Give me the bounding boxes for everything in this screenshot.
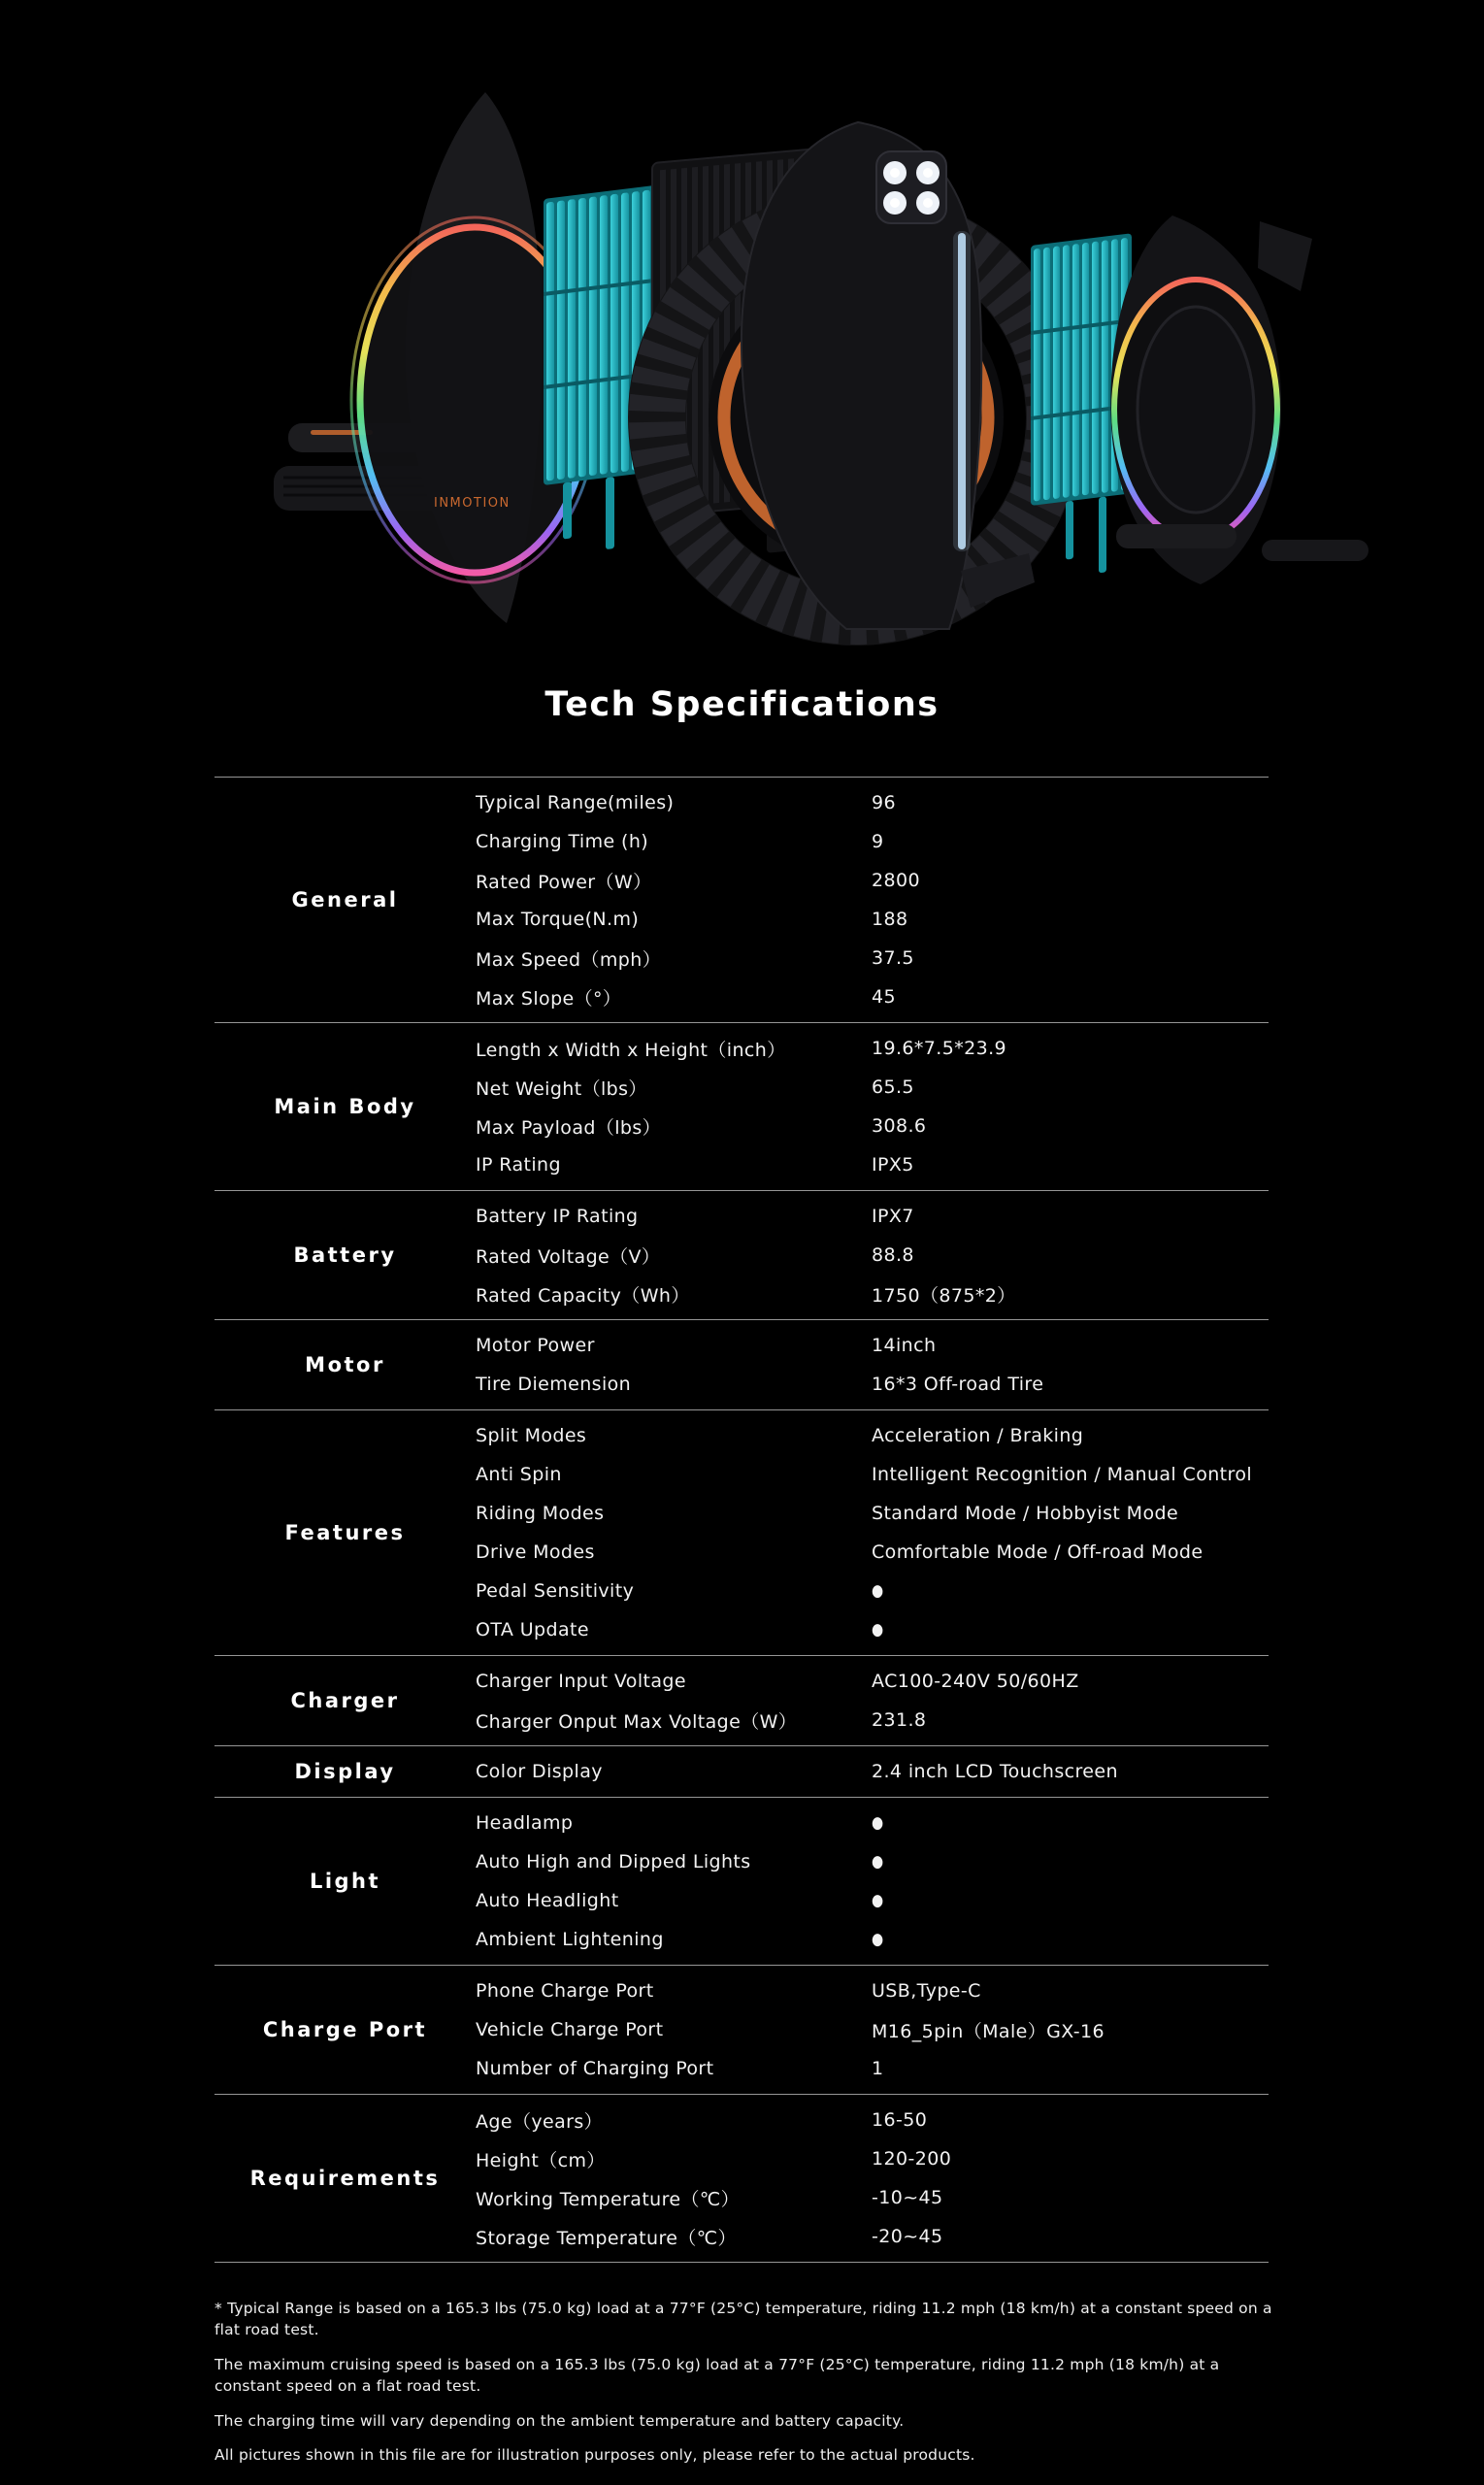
- spec-value: 45: [872, 986, 896, 1008]
- spec-value: 2.4 inch LCD Touchscreen: [872, 1761, 1118, 1782]
- spec-category-label: Battery: [293, 1243, 397, 1267]
- spec-row: [476, 2139, 1269, 2178]
- spec-section-charger: [214, 1655, 1269, 1745]
- spec-value-dot-icon: ●: [872, 1581, 884, 1601]
- footnotes: [214, 2298, 1287, 2467]
- spec-property: Typical Range(miles): [476, 792, 675, 813]
- spec-value: Intelligent Recognition / Manual Control: [872, 1464, 1253, 1485]
- spec-value: 9: [872, 831, 884, 852]
- spec-value: AC100-240V 50/60HZ: [872, 1671, 1079, 1692]
- spec-property: Split Modes: [476, 1425, 587, 1446]
- spec-section-main-body: [214, 1022, 1269, 1190]
- spec-property: Motor Power: [476, 1335, 595, 1356]
- spec-property: Charger Input Voltage: [476, 1671, 686, 1692]
- spec-section-display: [214, 1745, 1269, 1797]
- shell-tab-icon: [1258, 221, 1312, 291]
- spec-value-dot-icon: ●: [872, 1891, 884, 1910]
- spec-category-label: Requirements: [249, 2167, 441, 2190]
- spec-value: USB,Type-C: [872, 1980, 981, 2002]
- spec-value: 120-200: [872, 2148, 952, 2170]
- spec-rows: [476, 1416, 1269, 1649]
- spec-value: 37.5: [872, 947, 914, 969]
- spec-value: 96: [872, 792, 896, 813]
- spec-row: [476, 939, 1269, 977]
- footnote: * Typical Range is based on a 165.3 lbs (75.0 kg) load at a 77°F (25°C) temperature, riding 11.2 mph (18 km/h) at a constant speed on a flat road test.: [214, 2300, 1272, 2339]
- spec-row: [476, 1494, 1269, 1533]
- spec-category-label: Charge Port: [262, 2018, 428, 2041]
- product-exploded-image: [0, 0, 1484, 660]
- page-title: Tech Specifications: [544, 685, 940, 724]
- spec-property: Charging Time (h): [476, 831, 649, 852]
- spec-value: 16*3 Off-road Tire: [872, 1374, 1044, 1395]
- spec-row: [476, 1752, 1269, 1791]
- spec-row: [476, 2178, 1269, 2217]
- spec-row: [476, 1701, 1269, 1740]
- spec-category-label: General: [291, 888, 399, 911]
- footnote: The maximum cruising speed is based on a 165.3 lbs (75.0 kg) load at a 77°F (25°C) temperature, riding 11.2 mph (18 km/h) at a constant speed on a flat road test.: [214, 2355, 1220, 2396]
- spec-row: [476, 1326, 1269, 1365]
- spec-row: [476, 1029, 1269, 1068]
- spec-category-label: Display: [294, 1760, 396, 1783]
- spec-row: [476, 1145, 1269, 1184]
- spec-rows: [476, 1971, 1269, 2088]
- spec-row: [476, 2217, 1269, 2256]
- spec-property: Vehicle Charge Port: [476, 2019, 664, 2040]
- spec-property: Phone Charge Port: [476, 1980, 654, 2002]
- spec-property: Rated Power（W）: [476, 871, 652, 893]
- spec-property: Battery IP Rating: [476, 1206, 639, 1227]
- spec-value: 188: [872, 909, 908, 930]
- spec-row: [476, 1971, 1269, 2010]
- spec-category-label: Main Body: [274, 1095, 416, 1118]
- spec-row: [476, 2101, 1269, 2139]
- spec-value-dot-icon: ●: [872, 1852, 884, 1872]
- spec-value: 1: [872, 2058, 884, 2079]
- spec-property: Max Payload（lbs）: [476, 1116, 662, 1139]
- spec-row: [476, 1842, 1269, 1881]
- spec-section-requirements: [214, 2094, 1269, 2262]
- spec-row: [476, 2010, 1269, 2049]
- spec-row: [476, 1662, 1269, 1701]
- spec-category-label: Features: [284, 1521, 406, 1544]
- spec-value: 231.8: [872, 1709, 927, 1731]
- spec-row: [476, 1068, 1269, 1107]
- spec-category-label: Light: [309, 1870, 381, 1893]
- spec-property: Max Torque(N.m): [476, 909, 640, 930]
- spec-property: Ambient Lightening: [476, 1929, 664, 1950]
- spec-property: Working Temperature（℃）: [476, 2188, 741, 2210]
- spec-property: Charger Onput Max Voltage（W）: [476, 1710, 798, 1733]
- footnote: All pictures shown in this file are for illustration purposes only, please refer to the actual products.: [214, 2446, 975, 2465]
- spec-value: 308.6: [872, 1115, 927, 1137]
- spec-row: [476, 783, 1269, 822]
- spec-rows: [476, 2101, 1269, 2256]
- spec-property: IP Rating: [476, 1154, 561, 1176]
- spec-row: [476, 1416, 1269, 1455]
- spec-section-battery: [214, 1190, 1269, 1319]
- spec-value: 1750（875*2）: [872, 1284, 1016, 1307]
- spec-section-charge-port: [214, 1965, 1269, 2094]
- spec-row: [476, 1365, 1269, 1404]
- spec-rows: [476, 1662, 1269, 1740]
- spec-row: [476, 1572, 1269, 1610]
- brand-logo-text: INMOTION: [434, 496, 511, 511]
- spec-property: Auto High and Dipped Lights: [476, 1851, 751, 1872]
- spec-row: [476, 1455, 1269, 1494]
- spec-value: IPX7: [872, 1206, 914, 1227]
- spec-rows: [476, 1752, 1269, 1791]
- spec-property: Age（years）: [476, 2110, 604, 2133]
- spec-row: [476, 1107, 1269, 1145]
- spec-value: -20~45: [872, 2226, 943, 2247]
- headlight-icon: [876, 151, 946, 223]
- spec-value: 88.8: [872, 1244, 914, 1266]
- spec-property: Drive Modes: [476, 1541, 595, 1563]
- spec-value-dot-icon: ●: [872, 1930, 884, 1949]
- spec-category-label: Motor: [305, 1353, 385, 1376]
- spec-value: -10~45: [872, 2187, 943, 2208]
- spec-value: Standard Mode / Hobbyist Mode: [872, 1503, 1179, 1524]
- spec-property: Color Display: [476, 1761, 603, 1782]
- spec-row: [476, 1197, 1269, 1236]
- spec-property: Max Speed（mph）: [476, 948, 662, 971]
- spec-row: [476, 900, 1269, 939]
- spec-category-label: Charger: [290, 1689, 400, 1712]
- spec-value: M16_5pin（Male）GX-16: [872, 2020, 1105, 2042]
- spec-property: OTA Update: [476, 1619, 589, 1640]
- spec-property: Anti Spin: [476, 1464, 562, 1485]
- spec-property: Tire Diemension: [476, 1374, 632, 1395]
- spec-section-features: [214, 1409, 1269, 1655]
- spec-value: 19.6*7.5*23.9: [872, 1038, 1007, 1059]
- spec-row: [476, 2049, 1269, 2088]
- spec-property: Rated Capacity（Wh）: [476, 1284, 690, 1307]
- spec-property: Riding Modes: [476, 1503, 605, 1524]
- spec-row: [476, 1610, 1269, 1649]
- spec-property: Net Weight（lbs）: [476, 1077, 647, 1100]
- spec-value: 14inch: [872, 1335, 937, 1356]
- spec-value: Comfortable Mode / Off-road Mode: [872, 1541, 1204, 1563]
- footnote: The charging time will vary depending on the ambient temperature and battery capacity.: [214, 2411, 905, 2430]
- spec-row: [476, 822, 1269, 861]
- spec-property: Headlamp: [476, 1812, 574, 1834]
- spec-row: [476, 1881, 1269, 1920]
- spec-row: [476, 1275, 1269, 1313]
- spec-row: [476, 1236, 1269, 1275]
- spec-value: 65.5: [872, 1077, 914, 1098]
- spec-section-light: [214, 1797, 1269, 1965]
- spec-property: Rated Voltage（V）: [476, 1245, 661, 1268]
- product-exploded-svg: [0, 0, 1484, 660]
- spec-rows: [476, 1804, 1269, 1959]
- spec-row: [476, 977, 1269, 1016]
- spec-section-general: [214, 777, 1269, 1022]
- spec-property: Length x Width x Height（inch）: [476, 1039, 786, 1061]
- spec-row: [476, 1920, 1269, 1959]
- spec-section-motor: [214, 1319, 1269, 1409]
- spec-rows: [476, 1197, 1269, 1313]
- spec-property: Number of Charging Port: [476, 2058, 714, 2079]
- spec-property: Auto Headlight: [476, 1890, 619, 1911]
- spec-value-dot-icon: ●: [872, 1813, 884, 1833]
- spec-rows: [476, 783, 1269, 1016]
- spec-row: [476, 1804, 1269, 1842]
- spec-value: Acceleration / Braking: [872, 1425, 1084, 1446]
- spec-property: Height（cm）: [476, 2149, 606, 2171]
- spec-table: [214, 777, 1269, 2263]
- spec-value: 2800: [872, 870, 920, 891]
- spec-property: Storage Temperature（℃）: [476, 2227, 737, 2249]
- spec-property: Max Slope（°）: [476, 987, 622, 1010]
- spec-value: IPX5: [872, 1154, 914, 1176]
- spec-row: [476, 1533, 1269, 1572]
- spec-value-dot-icon: ●: [872, 1620, 884, 1640]
- spec-value: 16-50: [872, 2109, 928, 2131]
- spec-rows: [476, 1326, 1269, 1404]
- spec-row: [476, 861, 1269, 900]
- led-strip-icon: [958, 233, 966, 549]
- spec-property: Pedal Sensitivity: [476, 1580, 635, 1602]
- spec-rows: [476, 1029, 1269, 1184]
